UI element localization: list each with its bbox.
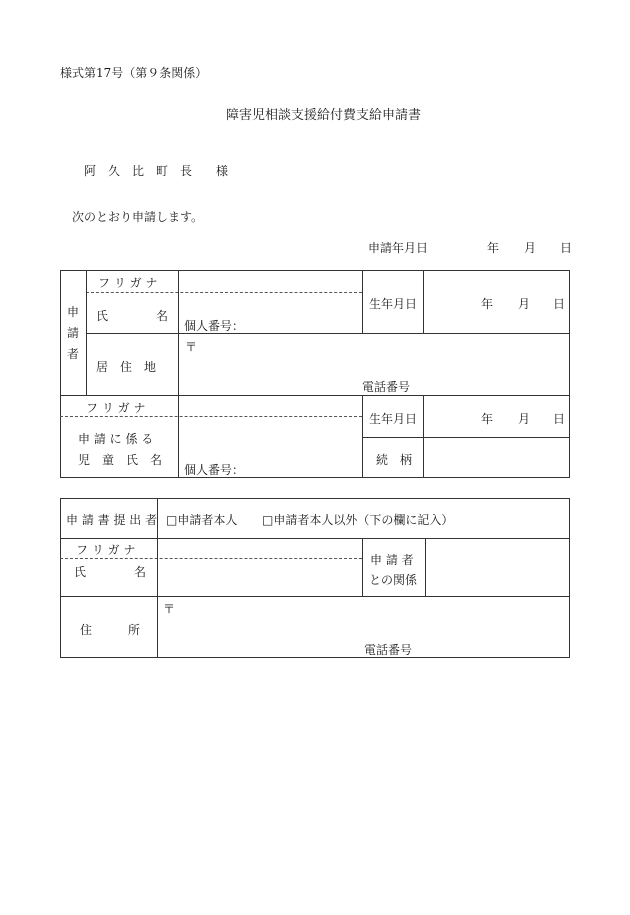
relationship-field[interactable]: [424, 438, 569, 477]
child-label-line1: 申 請 に 係 る: [78, 432, 154, 446]
option-other-than-applicant[interactable]: □申請者本人以外（下の欄に記入）: [262, 513, 454, 527]
child-birth-month: 月: [518, 412, 531, 426]
child-birth-year: 年: [481, 412, 494, 426]
applicant-postal-mark: 〒: [185, 340, 198, 354]
addressee: 阿 久 比 町 長 様: [84, 164, 229, 178]
applicant-personal-number-label: 個人番号：: [184, 319, 245, 333]
application-date-day: 日: [560, 241, 573, 255]
child-birthdate-field[interactable]: [424, 396, 569, 437]
application-date-month: 月: [524, 241, 537, 255]
submitter-label: 申 請 書 提 出 者: [66, 513, 158, 527]
submitter-name-field[interactable]: [158, 559, 362, 596]
submitter-name-label: 氏 名: [74, 565, 147, 579]
relation-label-line1: 申 請 者: [370, 553, 414, 567]
submitter-postal-mark: 〒: [163, 602, 176, 616]
child-label-line2: 児 童 氏 名: [78, 453, 163, 467]
relationship-label: 続 柄: [376, 453, 413, 467]
application-date-year: 年: [487, 241, 500, 255]
submitter-furigana-label: フ リ ガ ナ: [76, 543, 136, 557]
submitter-furigana-field[interactable]: [158, 539, 362, 558]
applicant-birthdate-field[interactable]: [424, 271, 569, 333]
child-furigana-label: フ リ ガ ナ: [86, 401, 146, 415]
intro-text: 次のとおり申請します。: [72, 210, 204, 224]
option-applicant-self[interactable]: □申請者本人: [166, 513, 238, 527]
form-number: 様式第17号（第９条関係）: [60, 66, 208, 80]
submitter-phone-label: 電話番号: [364, 643, 413, 657]
furigana-label: フ リ ガ ナ: [98, 276, 158, 290]
child-birth-day: 日: [553, 412, 566, 426]
relation-label-line2: との関係: [369, 573, 418, 587]
applicant-name-label: 氏 名: [96, 309, 169, 323]
form-title: 障害児相談支援給付費支給申請書: [226, 108, 422, 123]
relation-field[interactable]: [426, 539, 569, 596]
residence-label: 居 住 地: [96, 360, 157, 374]
applicant-phone-label: 電話番号: [362, 380, 411, 394]
application-date-label: 申請年月日: [368, 241, 429, 255]
applicant-birth-year: 年: [481, 297, 494, 311]
child-personal-number-label: 個人番号：: [184, 463, 245, 477]
applicant-section-label: 申請者: [66, 305, 79, 361]
child-furigana-field[interactable]: [179, 396, 362, 416]
applicant-furigana-field[interactable]: [178, 271, 362, 292]
submitter-address-label: 住 所: [80, 623, 141, 637]
applicant-birth-month: 月: [518, 297, 531, 311]
applicant-birth-day: 日: [553, 297, 566, 311]
applicant-birthdate-label: 生年月日: [369, 297, 418, 311]
child-birthdate-label: 生年月日: [369, 412, 418, 426]
